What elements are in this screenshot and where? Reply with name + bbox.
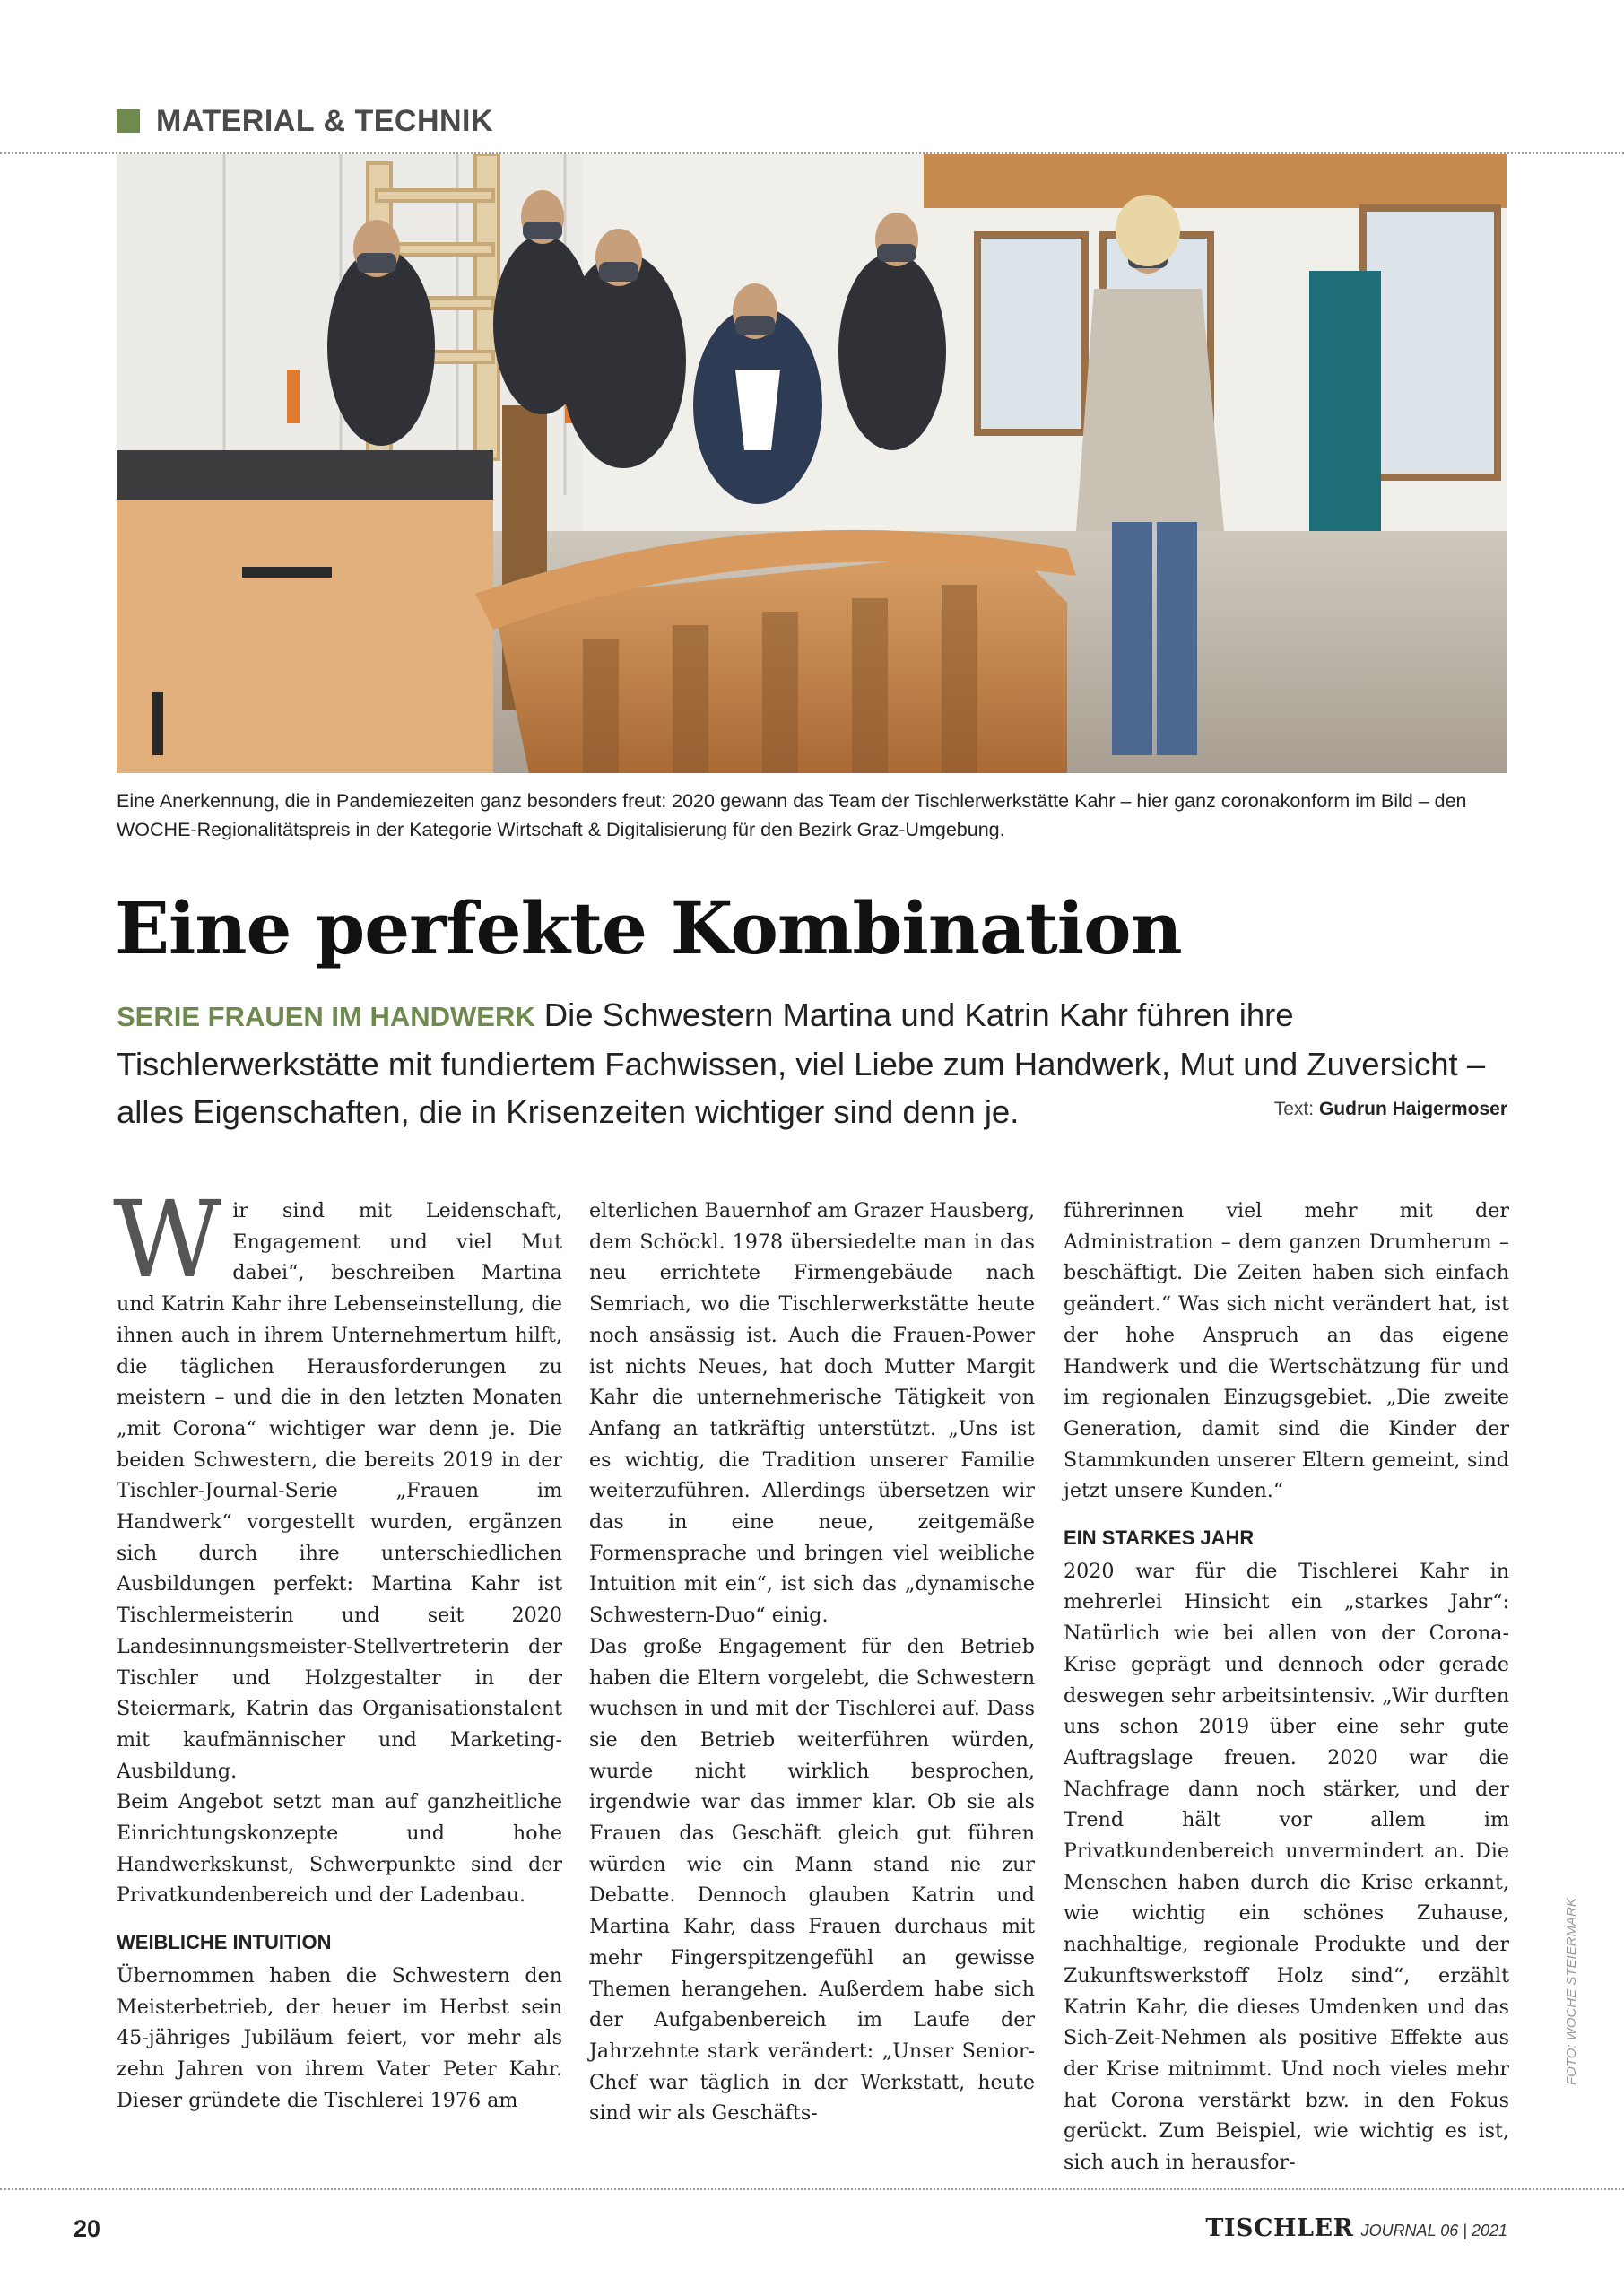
body-text: ir sind mit Leidenschaft, Engagement und viel Mut dabei“, beschreiben Martina und Katrin Kahr ihre Lebenseinstellung, die ihnen auch in ihrem Unternehmertum hilft, die täglichen Herausforderungen zu meistern – und die in den letzten Monaten „mit Corona“ wichtiger war denn je. Die beiden Schwestern, die bereits 2019 in der Tischler-Journal-Serie „Frauen im Handwerk“ vorgestellt wurden, ergänzen sich durch ihre unterschiedlichen Ausbildungen perfekt: Martina Kahr ist Tischlermeisterin und seit 2020 Landesinnungsmeister-Stellvertreterin der Tischler und Holzgestalter in der Steiermark, Katrin das Organisationstalent mit kaufmännischer und Marketing-Ausbildung. [117,1199,562,1783]
author-credit [1274,1099,1507,1120]
body-paragraph: führerinnen viel mehr mit der Administration – dem ganzen Drumherum – beschäftigt. Die Zeiten haben sich einfach geändert.“ Was sich nicht verändert hat, ist der hohe Anspruch an das eigene Handwerk und die Wertschätzung für und im regionalen Einzugsgebiet. „Die zweite Generation, damit sind die Kinder der Stammkunden unserer Eltern gemeint, sind jetzt unsere Kunden.“ [1064,1199,1509,1503]
body-paragraph: Übernommen haben die Schwestern den Meisterbetrieb, der heuer im Herbst sein 45-jähriges Jubiläum feiert, vor mehr als zehn Jahren von ihrem Vater Peter Kahr. Dieser gründete die Tischlerei 1976 am [117,1963,562,2112]
series-kicker: SERIE FRAUEN IM HANDWERK [117,1001,535,1032]
drop-cap: W [113,1178,222,1301]
article-column-2 [589,1196,1035,2129]
subheading-weibliche-intuition: WEIBLICHE INTUITION [117,1931,332,1954]
page-number: 20 [74,2215,101,2242]
photo-caption: Eine Anerkennung, die in Pandemiezeiten ganz besonders freut: 2020 gewann das Team der Tischlerwerkstätte Kahr – hier ganz coronakonform im Bild – den WOCHE-Regionalitätspreis in der Kategorie Wirtschaft & Digitalisierung für den Bezirk Graz-Umgebung. [117,790,1467,840]
team-photo [117,154,1507,773]
body-paragraph: elterlichen Bauernhof am Grazer Hausberg, dem Schöckl. 1978 übersiedelte man in das neu errichtete Firmengebäude nach Semriach, wo die Tischlerwerkstätte heute noch ansässig ist. Auch die Frauen-Power ist nichts Neues, hat doch Mutter Margit Kahr die unternehmerische Tätigkeit von Anfang an tatkräftig unterstützt. „Uns ist es wichtig, die Tradition unserer Familie weiterzuführen. Allerdings übersetzen wir das in eine neue, zeitgemäße Formensprache und bringen viel weibliche Intuition mit ein“, ist sich das „dynamische Schwestern-Duo“ einig. [589,1199,1035,1628]
photo-credit: FOTO: WOCHE STEIERMARK [1564,1898,1579,2085]
section-label: MATERIAL & TECHNIK [156,103,494,138]
magazine-footer [1205,2214,1507,2242]
subheading-ein-starkes-jahr: EIN STARKES JAHR [1064,1526,1255,1550]
body-paragraph: Das große Engagement für den Betrieb haben die Eltern vorgelebt, die Schwestern wuchsen in und mit der Tischlerei auf. Dass sie den Betrieb weiterführen würden, wurde nicht wirklich besprochen, irgendwie war das immer klar. Ob sie als Frauen das Geschäft gleich gut führen würden wie ein Mann stand nie zur Debatte. Dennoch glauben Katrin und Martina Kahr, dass Frauen durchaus mit mehr Fingerspitzengefühl an gewisse Themen herangehen. Außerdem habe sich der Aufgabenbereich im Laufe der Jahrzehnte stark verändert: „Unser Senior-Chef war täglich in der Werkstatt, heute sind wir als Geschäfts- [589,1634,1035,2126]
author-name: Gudrun Haigermoser [1318,1099,1507,1119]
footer-divider [0,2188,1624,2190]
body-paragraph [113,1178,562,1787]
body-paragraph: 2020 war für die Tischlerei Kahr in mehrerlei Hinsicht ein „starkes Jahr“: Natürlich wie bei allen von der Corona-Krise geprägt und dennoch oder gerade deswegen sehr arbeitsintensiv. „Wir durften uns schon 2019 über eine sehr gute Auftragslage freuen. 2020 war die Nachfrage dann noch stärker, und der Trend hält vor allem im Privatkundenbereich unvermindert an. Die Menschen haben durch die Krise erkannt, wie wichtig ein schönes Zuhause, nachhaltige, regionale Produkte und der Zukunftswerkstoff Holz sind“, erzählt Katrin Kahr, die dieses Umdenken und das Sich-Zeit-Nehmen als positive Effekte aus der Krise mitnimmt. Und noch vieles mehr hat Corona verstärkt bzw. in den Fokus gerückt. Zum Beispiel, wie wichtig es ist, sich auch in herausfor- [1064,1559,1509,2175]
section-header [117,99,493,144]
magazine-title: TISCHLER [1205,2214,1354,2242]
author-label: Text: [1273,1099,1315,1119]
body-paragraph: Beim Angebot setzt man auf ganzheitliche Einrichtungskonzepte und hohe Handwerkskunst, Schwerpunkte sind der Privatkundenbereich und der Ladenbau. [117,1790,562,1908]
article-column-1 [113,1178,562,2116]
section-marker-square [117,109,140,133]
magazine-issue: JOURNAL 06 | 2021 [1360,2222,1507,2239]
article-headline: Eine perfekte Kombination [115,886,1182,970]
article-column-3 [1064,1196,1509,2179]
lead-text: Die Schwestern Martina und Katrin Kahr führen ihre Tischlerwerkstätte mit fundiertem Fachwissen, viel Liebe zum Handwerk, Mut und Zuversicht – alles Eigenschaften, die in Krisenzeiten wichtiger sind denn je. [117,996,1486,1130]
